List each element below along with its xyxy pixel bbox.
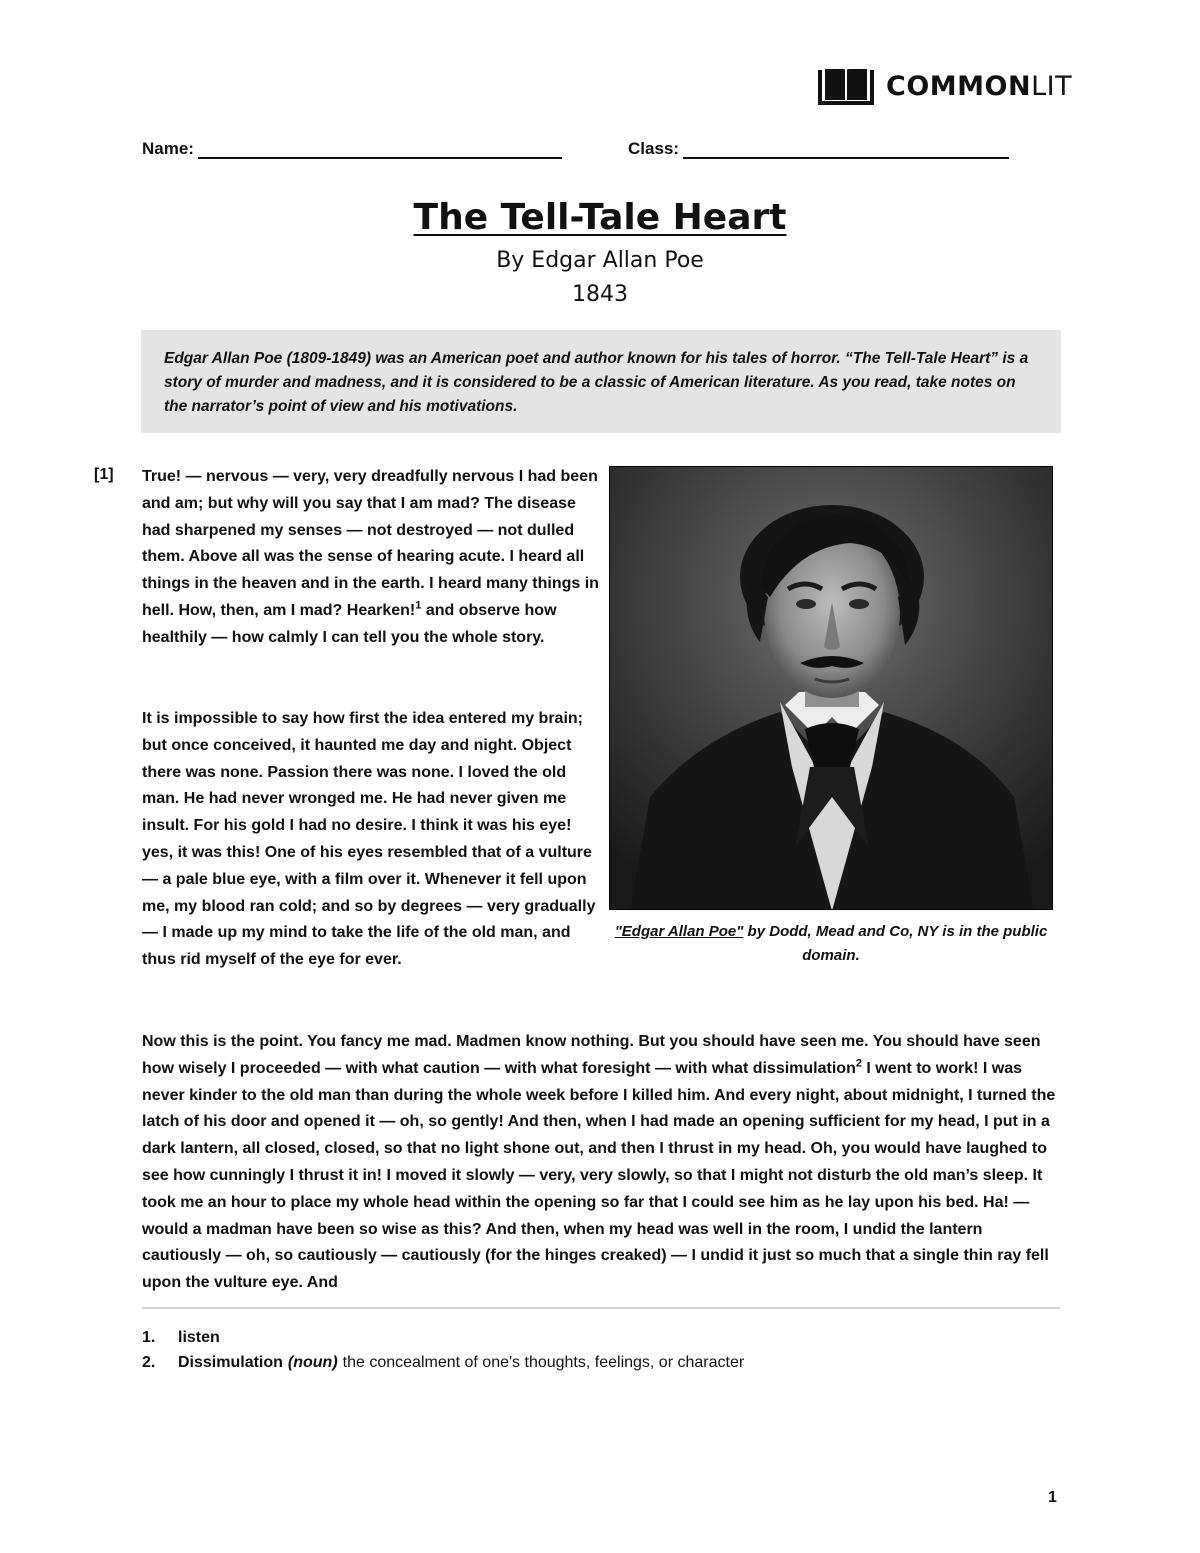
document-byline: By Edgar Allan Poe: [496, 248, 704, 273]
class-field[interactable]: [628, 139, 1009, 159]
caption-link[interactable]: "Edgar Allan Poe": [614, 923, 744, 940]
footnote-item: [142, 1325, 1062, 1350]
footnote-number: 2.: [142, 1354, 156, 1371]
document-title: The Tell-Tale Heart: [413, 197, 787, 238]
footnotes: [142, 1325, 1062, 1375]
commonlit-logo: [818, 66, 1072, 106]
caption-text: by Dodd, Mead and Co, NY is in the public domain.: [743, 923, 1048, 964]
name-label: Name:: [142, 139, 194, 158]
page-number: 1: [1048, 1489, 1057, 1506]
brand-name-regular: LIT: [1031, 70, 1073, 102]
paragraph-1-part-b: and observe how healthily — how calmly I can tell you the whole story.: [142, 601, 557, 646]
open-book-icon: [818, 67, 874, 105]
class-blank-line[interactable]: [683, 139, 1009, 159]
footnote-number: 1.: [142, 1329, 156, 1346]
brand-name: [886, 71, 1072, 102]
document-year: 1843: [572, 282, 628, 307]
paragraph-number: [1]: [94, 466, 114, 483]
brand-name-bold: COMMON: [886, 70, 1032, 102]
paragraph-1-part-a: True! — nervous — very, very dreadfully nervous I had been and am; but why will you say that I am mad? The disease had sharpened my senses — not destroyed — not dulled them. Above all was the sense of hearing acute. I heard all things in the heaven and in the earth. I heard many things in hell. How, then, am I mad? Hearken!: [142, 468, 599, 619]
class-label: Class:: [628, 139, 680, 158]
footnote-divider: [142, 1307, 1060, 1309]
footnote-term: Dissimulation: [178, 1354, 283, 1371]
portrait-caption: [609, 920, 1053, 968]
name-field[interactable]: [142, 139, 562, 159]
footnote-item: [142, 1350, 1062, 1375]
footnote-part-of-speech: (noun): [287, 1354, 338, 1371]
footnote-ref-1[interactable]: 1: [415, 599, 422, 612]
paragraph-3-part-b: I went to work! I was never kinder to the old man than during the whole week before I killed him. And every night, about midnight, I turned the latch of his door and opened it — oh, so gently! And then, when I had made an opening sufficient for my head, I put in a dark lantern, all closed, closed, so that no light shone out, and then I thrust in my head. Oh, you would have laughed to see how cunningly I thrust it in! I moved it slowly — very, very slowly, so that I might not disturb the old man’s sleep. It took me an hour to place my whole head within the opening so far that I could see him as he lay upon his bed. Ha! — would a madman have been so wise as this? And then, when my head was well in the room, I undid the lantern cautiously — oh, so cautiously — cautiously (for the hinges creaked) — I undid it just so much that a single thin ray fell upon the vulture eye. And: [142, 1059, 1056, 1292]
paragraph-2: It is impossible to say how first the idea entered my brain; but once conceived, it haunted me day and night. Object there was none. Passion there was none. I loved the old man. He had never wronged me. He had never given me insult. For his gold I had no desire. I think it was his eye! yes, it was this! One of his eyes resembled that of a vulture — a pale blue eye, with a film over it. Whenever it fell upon me, my blood ran cold; and so by degrees — very gradually — I made up my mind to take the life of the old man, and thus rid myself of the eye for ever.: [142, 710, 596, 969]
author-portrait: [609, 466, 1053, 910]
footnote-definition: the concealment of one's thoughts, feelings, or character: [342, 1354, 745, 1371]
intro-box: Edgar Allan Poe (1809-1849) was an American poet and author known for his tales of horror. “The Tell-Tale Heart” is a story of murder and madness, and it is considered to be a classic of American literature. As you read, take notes on the narrator’s point of view and his motivations.: [141, 330, 1061, 433]
paragraph-1: [142, 464, 602, 652]
footnote-definition: listen: [178, 1329, 220, 1346]
footnote-ref-2[interactable]: 2: [855, 1057, 862, 1070]
paragraph-3-part-a: Now this is the point. You fancy me mad. Madmen know nothing. But you should have seen me. You should have seen how wisely I proceeded — with what caution — with what foresight — with what dissimulation: [142, 1033, 1041, 1077]
portrait-illustration: [610, 467, 1053, 910]
paragraph-3: [142, 1029, 1062, 1297]
name-blank-line[interactable]: [198, 139, 562, 159]
